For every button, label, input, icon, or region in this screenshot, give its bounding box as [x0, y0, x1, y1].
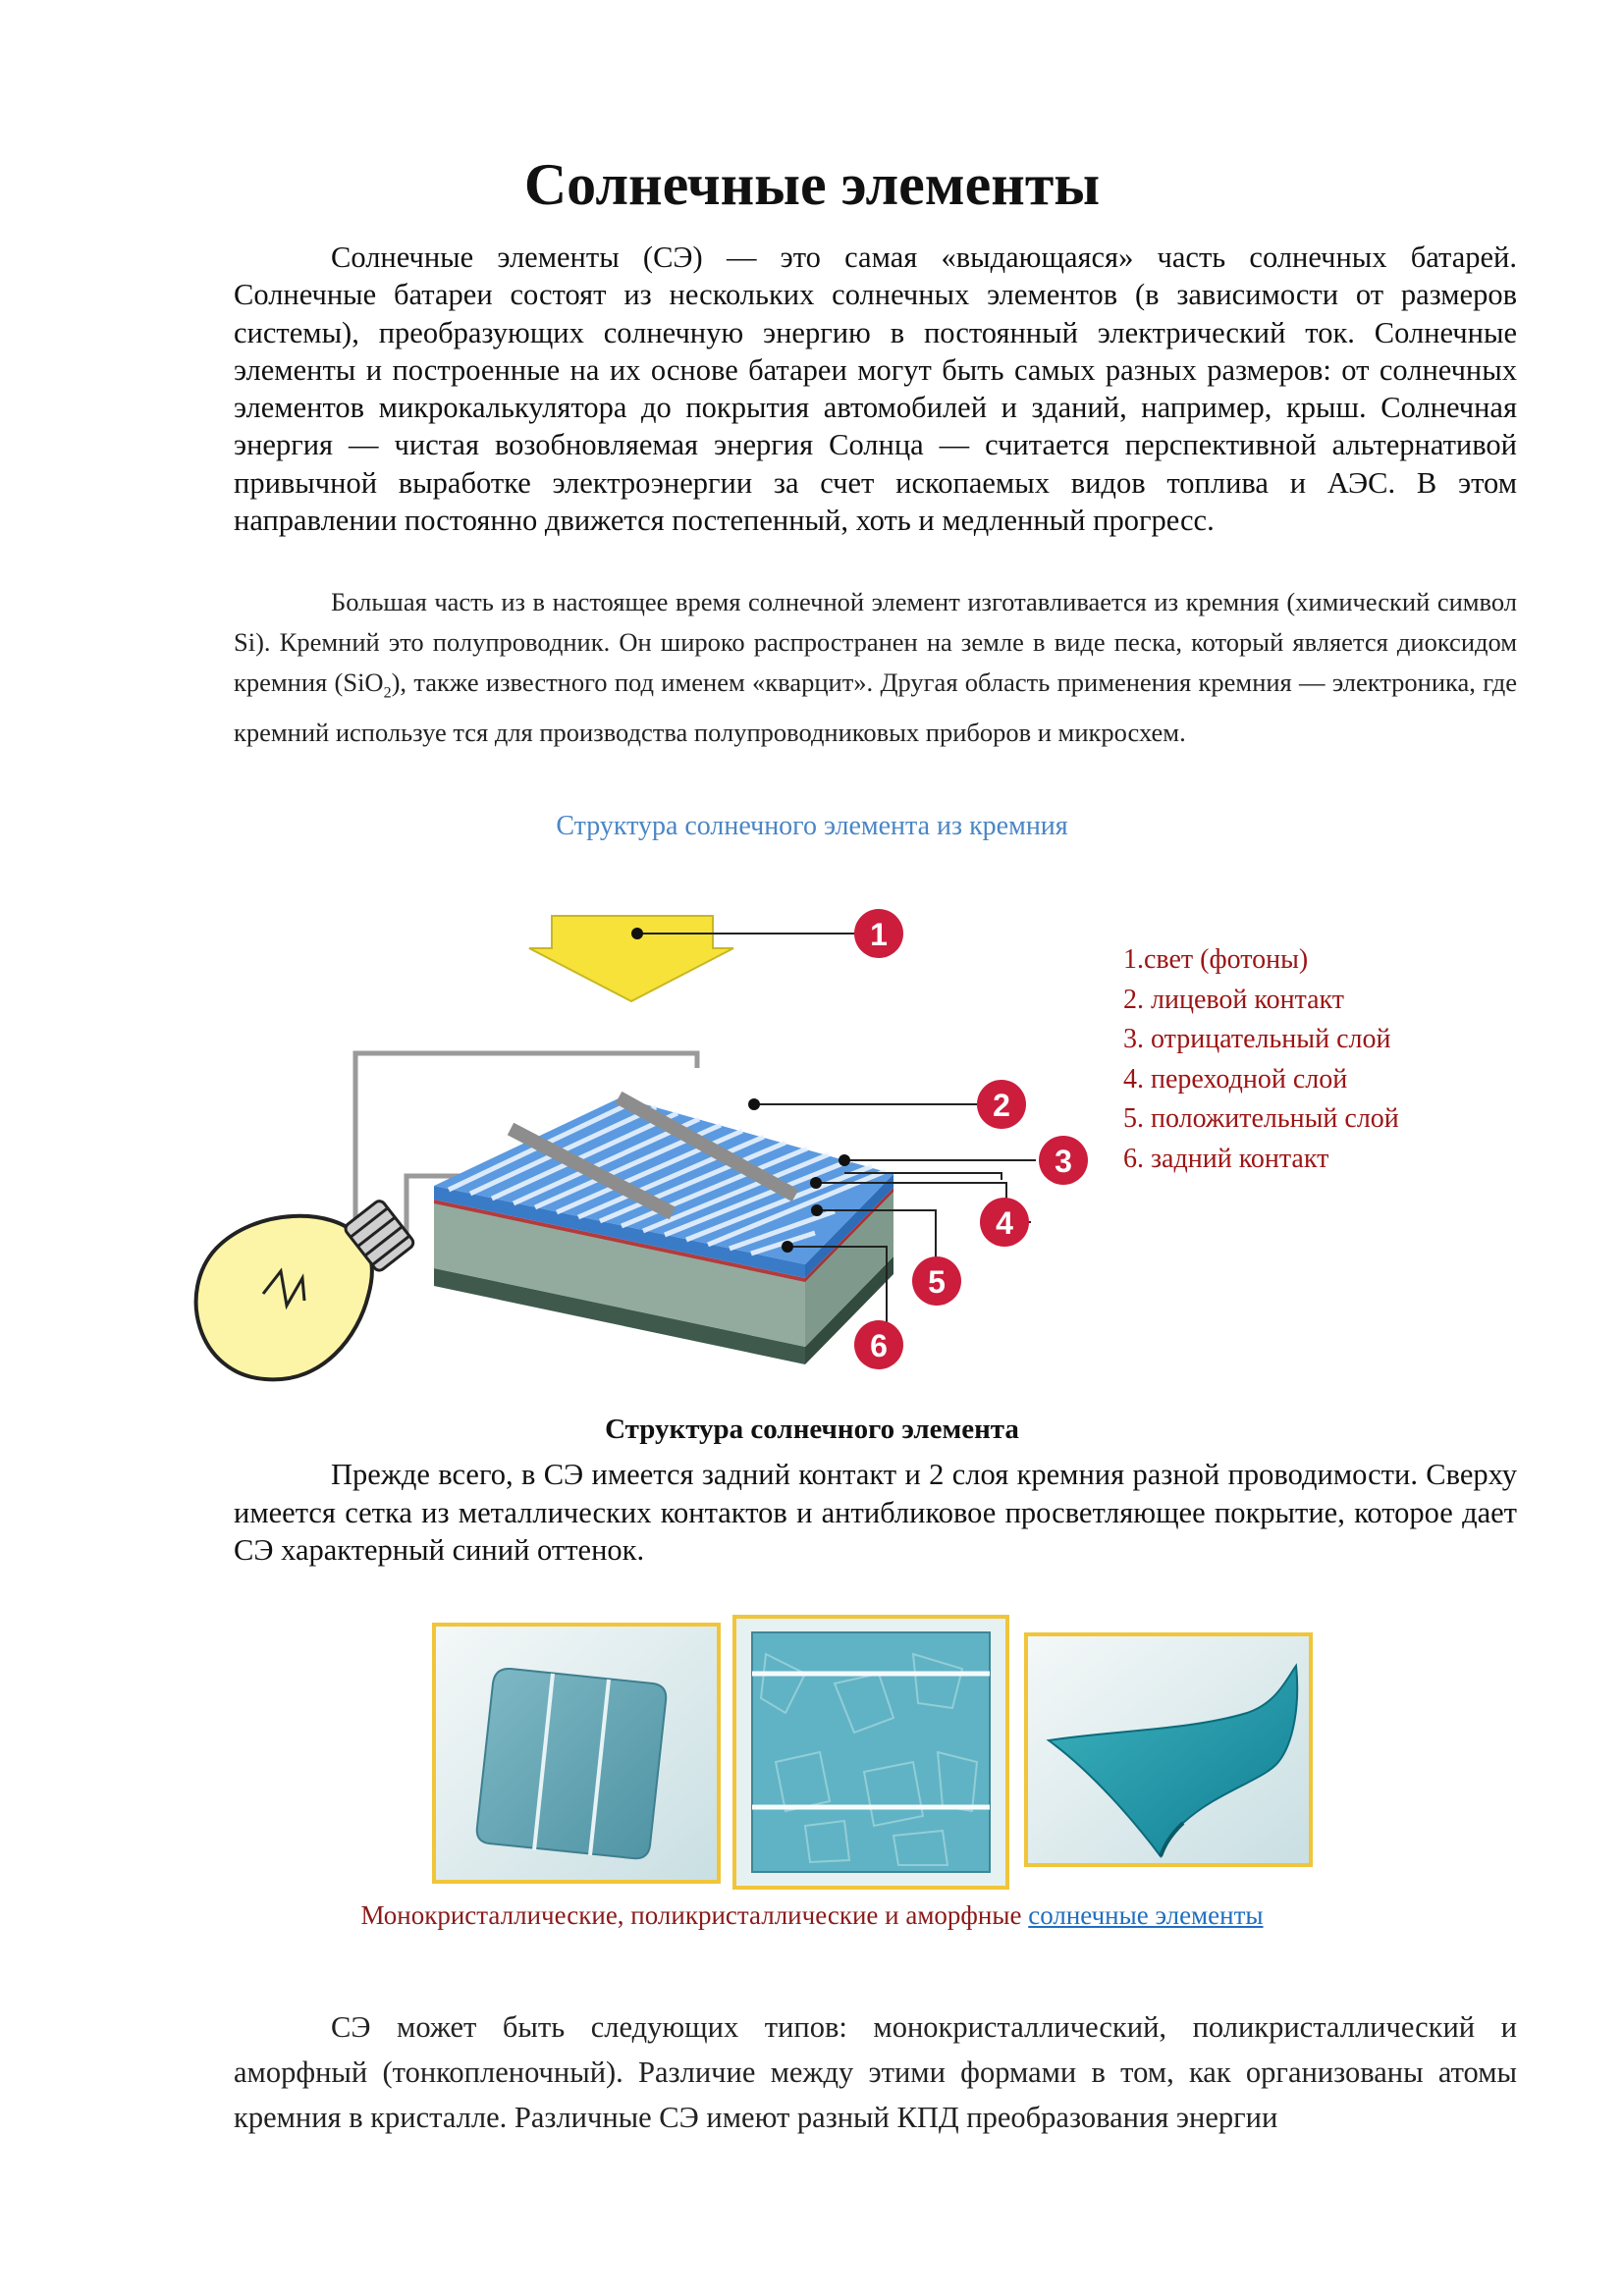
svg-text:5: 5 — [928, 1264, 946, 1300]
legend-item: 6. задний контакт — [1123, 1143, 1329, 1174]
silicon-text-start: Большая часть из в настоящее время солнечной элемент изготавливается из кремния (химический символ Si). Кремний это полупроводник. Он широко распространен на земле в виде песка, который является диоксидом кремния (SiO — [234, 587, 1517, 697]
figure2-caption-text: Монокристаллические, поликристаллические и аморфные — [360, 1900, 1029, 1930]
light-bulb-icon — [196, 1199, 416, 1379]
legend-item: 1.свет (фотоны) — [1123, 944, 1309, 975]
page-title: Солнечные элементы — [523, 152, 1101, 217]
figure1-caption: Структура солнечного элемента из кремния — [556, 811, 1068, 841]
figure1-bold-caption: Структура солнечного элемента — [605, 1414, 1019, 1445]
svg-text:4: 4 — [996, 1205, 1013, 1241]
silicon-text-end: ), также известного под именем «кварцит». Другая область применения кремния — электроника, где кремний используе тся для производства полупроводниковых приборов и микросхем. — [234, 667, 1517, 748]
silicon-paragraph — [234, 582, 1517, 753]
marker-6 — [854, 1320, 903, 1369]
intro-paragraph: Солнечные элементы (СЭ) — это самая «выдающаяся» часть солнечных батарей. Солнечные батареи состоят из нескольких солнечных элементов (в зависимости от размеров системы), преобразующих солнечную энергию в постоянный электрический ток. Солнечные элементы и построенные на их основе батареи могут быть самых разных размеров: от солнечных элементов микрокалькулятора до покрытия автомобилей и зданий, например, крыш. Солнечная энергия — чистая возобновляемая энергия Солнца — считается перспективной альтернативой привычной выработке электроэнергии за счет ископаемых видов топлива и АЭС. В этом направлении постоянно движется постепенный, хоть и медленный прогресс. — [234, 240, 1517, 538]
polycrystalline-cell-photo — [734, 1617, 1007, 1888]
legend-item: 5. положительный слой — [1123, 1103, 1399, 1135]
legend-item: 3. отрицательный слой — [1123, 1024, 1391, 1055]
legend-item: 4. переходной слой — [1123, 1063, 1348, 1095]
types-paragraph: СЭ может быть следующих типов: монокристаллический, поликристаллический и аморфный (тонкопленочный). Различие между этими формами в том, как организованы атомы кремния в кристалле. Различные СЭ имеют разный КПД преобразования энергии — [234, 2010, 1517, 2134]
structure-paragraph: Прежде всего, в СЭ имеется задний контакт и 2 слоя кремния разной проводимости. Сверху имеется сетка из металлических контактов и антибликовое просветляющее покрытие, которое дает СЭ характерный синий оттенок. — [234, 1458, 1517, 1567]
solar-cell-diagram — [187, 883, 1119, 1414]
solar-cells-link[interactable]: солнечные элементы — [1028, 1900, 1264, 1930]
svg-text:2: 2 — [993, 1088, 1010, 1123]
svg-text:3: 3 — [1055, 1144, 1072, 1179]
svg-text:6: 6 — [870, 1328, 888, 1363]
monocrystalline-cell-photo — [434, 1625, 719, 1882]
diagram-legend — [1123, 940, 1399, 1180]
marker-2 — [977, 1080, 1026, 1129]
figure2-caption — [0, 1900, 1624, 1931]
marker-5 — [912, 1256, 961, 1306]
light-arrow — [529, 916, 733, 1001]
amorphous-film-photo — [1026, 1634, 1311, 1865]
marker-1 — [854, 909, 903, 958]
cell-types-photos — [432, 1615, 1316, 1890]
legend-item: 2. лицевой контакт — [1123, 984, 1345, 1015]
marker-3 — [1039, 1136, 1088, 1185]
svg-text:1: 1 — [870, 917, 888, 952]
formula-subscript: 2 — [383, 684, 392, 702]
marker-4 — [980, 1198, 1029, 1247]
